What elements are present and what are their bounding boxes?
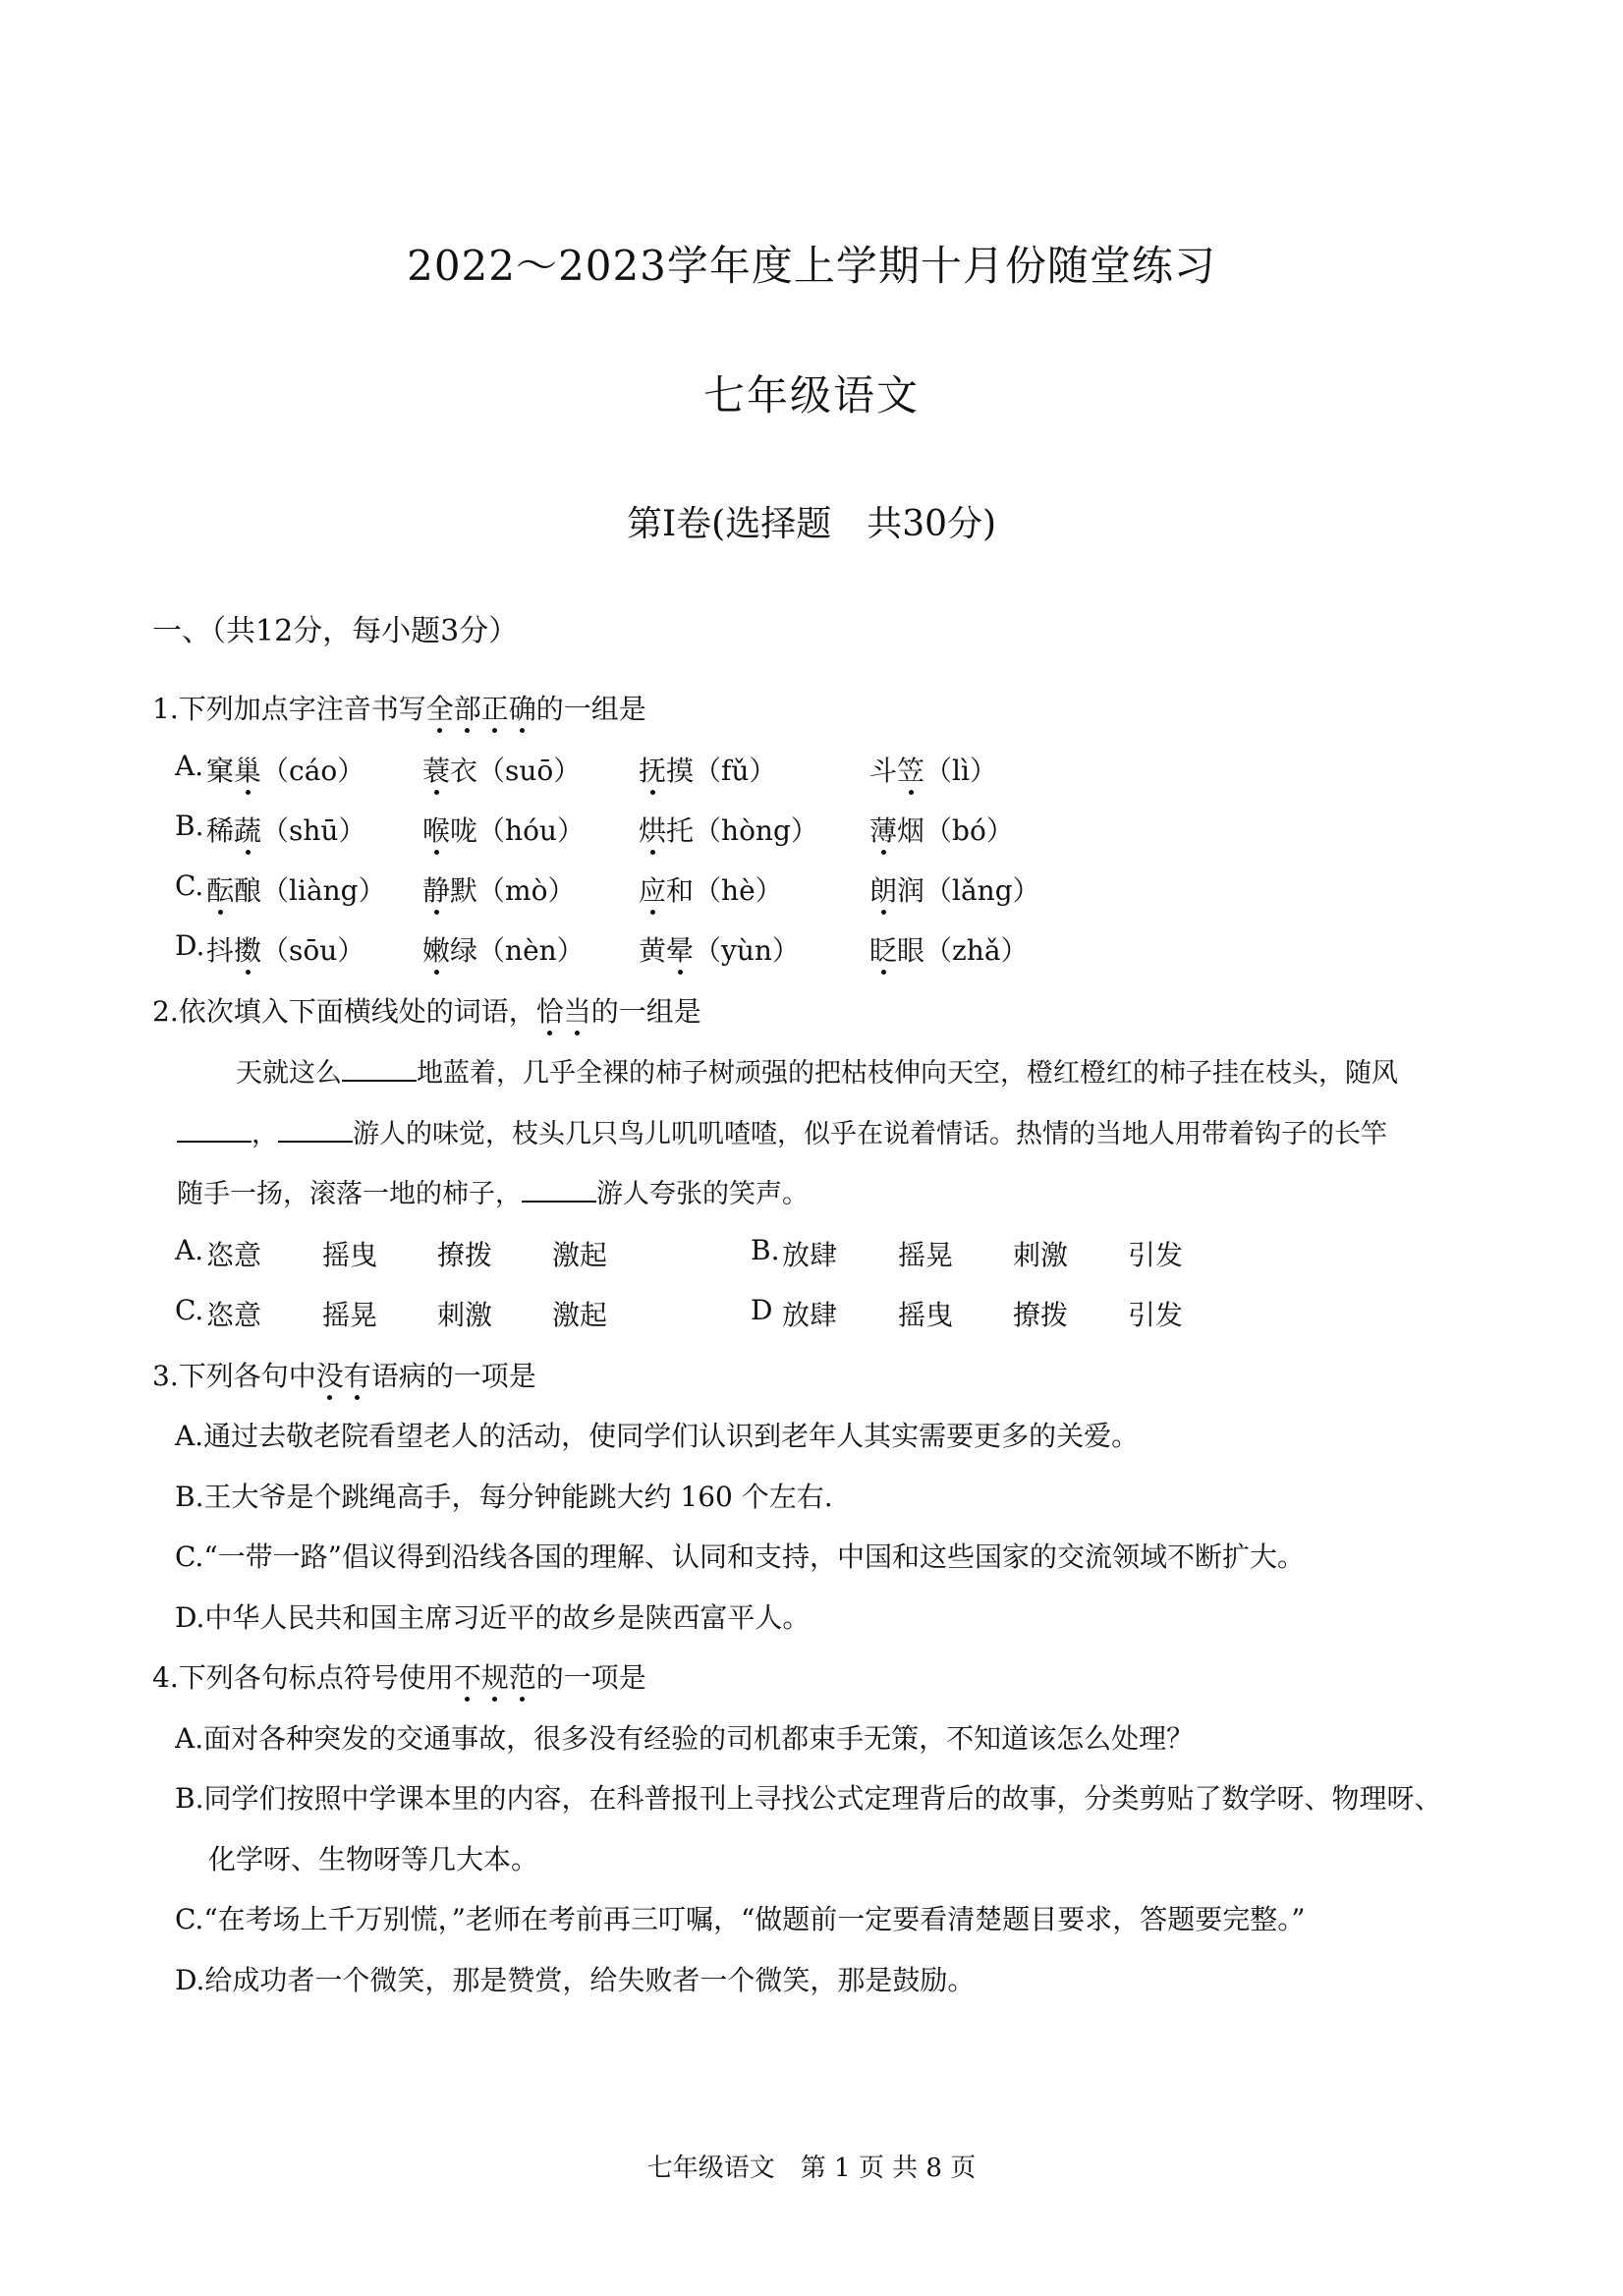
question-4-option-c: C.“在考场上千万别慌，”老师在考前再三叮嘱，“做题前一定要看清楚题目要求，答题要完整。” [175, 1903, 1306, 1935]
exam-title: 2022～2023学年度上学期十月份随堂练习 [407, 242, 1216, 290]
volume-title: 第Ⅰ卷(选择题 共30分) [626, 504, 997, 544]
question-1-stem: 1.下列加点字注音书写全部正确的一组是 [152, 693, 646, 725]
question-4-option-b: B.同学们按照中学课本里的内容，在科普报刊上寻找公式定理背后的故事，分类剪贴了数学呀、物理呀、 [175, 1782, 1442, 1815]
question-3-option-c: C.“一带一路”倡议得到沿线各国的理解、认同和支持，中国和这些国家的交流领域不断扩大。 [175, 1540, 1305, 1573]
page-footer: 七年级语文 第 1 页 共 8 页 [646, 2154, 977, 2183]
fill-blank-1 [342, 1054, 417, 1082]
fill-blank-4 [522, 1175, 596, 1203]
question-4-stem: 4.下列各句标点符号使用不规范的一项是 [152, 1661, 646, 1694]
question-4-option-d: D.给成功者一个微笑，那是赞赏，给失败者一个微笑，那是鼓励。 [175, 1964, 976, 1996]
question-2-passage-line-1: 天就这么 地蓝着，几乎全裸的柿子树顽强的把枯枝伸向天空，橙红橙红的柿子挂在枝头，随风 [236, 1051, 1398, 1090]
question-3-stem: 3.下列各句中没有语病的一项是 [152, 1360, 536, 1392]
question-3-option-d: D.中华人民共和国主席习近平的故乡是陕西富平人。 [175, 1601, 811, 1634]
fill-blank-3 [278, 1115, 353, 1143]
question-3-option-b: B.王大爷是个跳绳高手，每分钟能跳大约 160 个左右. [175, 1481, 833, 1513]
exam-page: 2022～2023学年度上学期十月份随堂练习 七年级语文 第Ⅰ卷(选择题 共30分) 一、（共12分，每小题3分） 1.下列加点字注音书写全部正确的一组是 A. 窠巢（cáo） 蓑衣（suō） 抚摸（fǔ） 斗笠（lì） B. 稀蔬（shū） 喉咙（hóu） 烘托（hòng） 薄烟（bó） C. 酝酿（liàng） 静默（mò） 应和（hè） 朗润（lǎng） D. 抖擞（sōu） 嫩绿（nèn） 黄晕（yùn） 眨眼（zhǎ） 2.依次填入下面横线处的词语，恰当的一组是 天就这么 地蓝着，几乎全裸的柿子树顽强的把枯枝伸向天空，橙红橙红的柿子挂在枝头，随风 ， 游人的味觉，枝头几只鸟儿叽叽喳喳，似乎在说着情话。热情的当地人用带着钩子的长竿 随手一扬，滚落一地的柿子， 游人夸张的笑声。 A. 恣意 摇曳 撩拨 激起 B. 放肆 摇晃 刺激 引发 C. 恣意 摇晃 刺激 激起 D 放肆 摇曳 撩拨 引发 3.下列各句中没有语病的一项是 A.通过去敬老院看望老人的活动，使同学们认识到老年人其实需要更多的关爱。 B.王大爷是个跳绳高手，每分钟能跳大约 160 个左右. C.“一带一路”倡议得到沿线各国的理解、认同和支持，中国和这些国家的交流领域不断扩大。 D.中华人民共和国主席习近平的故乡是陕西富平人。 4.下列各句标点符号使用不规范的一项是 A.面对各种突发的交通事故，很多没有经验的司机都束手无策，不知道该怎么处理？ B.同学们按照中学课本里的内容，在科普报刊上寻找公式定理背后的故事，分类剪贴了数学呀、物理呀、 化学呀、生物呀等几大本。 C.“在考场上千万别慌，”老师在考前再三叮嘱，“做题前一定要看清楚题目要求，答题要完整。” D.给成功者一个微笑，那是赞赏，给失败者一个微笑，那是鼓励。 七年级语文 第 1 页 共 8 页 [0, 0, 1623, 2296]
question-3-option-a: A.通过去敬老院看望老人的活动，使同学们认识到老年人其实需要更多的关爱。 [175, 1420, 1140, 1452]
fill-blank-2 [177, 1115, 252, 1143]
question-4-option-a: A.面对各种突发的交通事故，很多没有经验的司机都束手无策，不知道该怎么处理？ [175, 1722, 1195, 1755]
subject-title: 七年级语文 [702, 371, 920, 420]
question-2-stem: 2.依次填入下面横线处的词语，恰当的一组是 [152, 995, 701, 1028]
question-2-passage-line-2: ， 游人的味觉，枝头几只鸟儿叽叽喳喳，似乎在说着情话。热情的当地人用带着钩子的长竿 [177, 1112, 1387, 1150]
question-2-passage-line-3: 随手一扬，滚落一地的柿子， 游人夸张的笑声。 [177, 1172, 809, 1210]
part-one-heading: 一、（共12分，每小题3分） [152, 614, 519, 648]
question-4-option-b-continued: 化学呀、生物呀等几大本。 [208, 1843, 539, 1876]
